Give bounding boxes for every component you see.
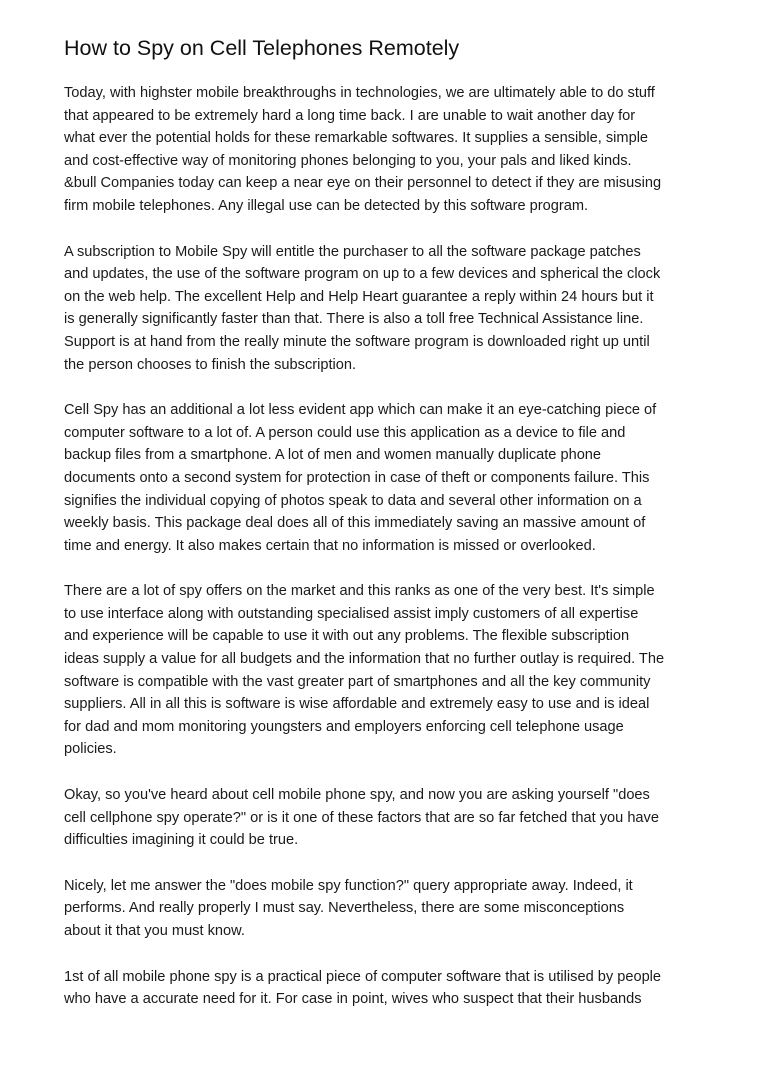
paragraph	[64, 399, 710, 557]
text-line: and updates, the use of the software program on up to a few devices and spherical the clock	[64, 266, 661, 283]
text-line: performs. And really properly I must say. Nevertheless, there are some misconceptions	[64, 900, 625, 917]
text-line: for dad and mom monitoring youngsters and employers enforcing cell telephone usage	[64, 718, 624, 735]
text-line: that appeared to be extremely hard a long time back. I are unable to wait another day for	[64, 107, 636, 124]
paragraph	[64, 241, 710, 377]
text-line: software is compatible with the vast greater part of smartphones and all the key community	[64, 673, 651, 690]
text-line: firm mobile telephones. Any illegal use can be detected by this software program.	[64, 197, 589, 214]
text-line: 1st of all mobile phone spy is a practical piece of computer software that is utilised by people	[64, 968, 662, 985]
text-line: Support is at hand from the really minute the software program is downloaded right up until	[64, 333, 650, 350]
paragraph	[64, 580, 710, 761]
text-line: computer software to a lot of. A person could use this application as a device to file and	[64, 424, 626, 441]
text-line: Cell Spy has an additional a lot less evident app which can make it an eye-catching piece of	[64, 402, 657, 419]
text-line: on the web help. The excellent Help and Help Heart guarantee a reply within 24 hours but it	[64, 288, 654, 305]
text-line: backup files from a smartphone. A lot of men and women manually duplicate phone	[64, 447, 602, 464]
text-line: signifies the individual copying of photos speak to data and several other information on a	[64, 492, 642, 509]
text-line: policies.	[64, 741, 117, 758]
text-line: the person chooses to finish the subscription.	[64, 356, 357, 373]
text-line: is generally significantly faster than that. There is also a toll free Technical Assistance line.	[64, 311, 644, 328]
text-line: who have a accurate need for it. For case in point, wives who suspect that their husbands	[64, 991, 642, 1008]
text-line: Okay, so you've heard about cell mobile phone spy, and now you are asking yourself "does	[64, 787, 650, 804]
text-line: There are a lot of spy offers on the market and this ranks as one of the very best. It's simple	[64, 583, 655, 600]
document-body	[64, 82, 710, 1011]
paragraph	[64, 784, 710, 852]
document-page	[64, 34, 710, 1034]
text-line: A subscription to Mobile Spy will entitle the purchaser to all the software package patches	[64, 243, 641, 260]
paragraph	[64, 875, 710, 943]
document-title: How to Spy on Cell Telephones Remotely	[64, 36, 460, 60]
text-line: Nicely, let me answer the "does mobile spy function?" query appropriate away. Indeed, it	[64, 877, 633, 894]
text-line: and experience will be capable to use it with out any problems. The flexible subscription	[64, 628, 630, 645]
text-line: time and energy. It also makes certain that no information is missed or overlooked.	[64, 537, 596, 554]
text-line: weekly basis. This package deal does all of this immediately saving an massive amount of	[64, 515, 646, 532]
paragraph	[64, 82, 710, 218]
text-line: Today, with highster mobile breakthroughs in technologies, we are ultimately able to do stuff	[64, 85, 655, 101]
text-line: and cost-effective way of monitoring phones belonging to you, your pals and liked kinds.	[64, 152, 632, 169]
text-line: what ever the potential holds for these remarkable softwares. It supplies a sensible, simple	[64, 130, 649, 147]
text-line: difficulties imagining it could be true.	[64, 832, 299, 849]
text-line: documents onto a second system for protection in case of theft or components failure. This	[64, 469, 650, 486]
text-line: &bull Companies today can keep a near eye on their personnel to detect if they are misusing	[64, 175, 662, 192]
text-line: cell cellphone spy operate?" or is it one of these factors that are so far fetched that you have	[64, 809, 659, 826]
text-line: ideas supply a value for all budgets and the information that no further outlay is required. The	[64, 651, 665, 668]
paragraph	[64, 966, 710, 1011]
text-line: suppliers. All in all this is software is wise affordable and extremely easy to use and is ideal	[64, 696, 650, 713]
text-line: about it that you must know.	[64, 923, 245, 939]
text-line: to use interface along with outstanding specialised assist imply customers of all expertise	[64, 605, 639, 622]
